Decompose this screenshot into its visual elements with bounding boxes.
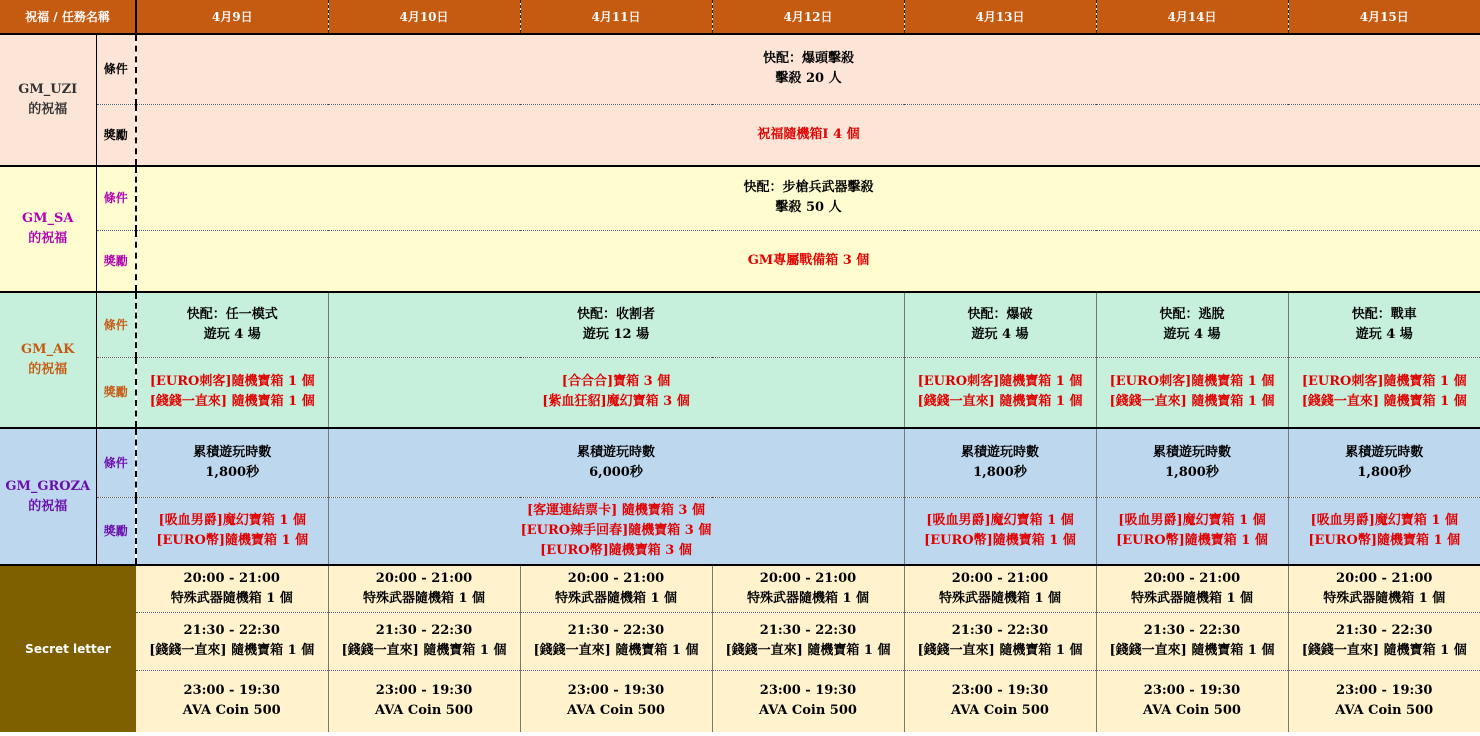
groza-cond-line1: 累積遊玩時數 <box>193 444 272 460</box>
secret-slot-row-2 <box>0 612 1480 670</box>
slot-time: 21:30 - 22:30 <box>375 623 473 638</box>
ak-reward-cell <box>1288 357 1480 428</box>
secret-slot-cell <box>904 565 1096 612</box>
slot-item: [錢錢一直來] 隨機寶箱 1 個 <box>917 643 1083 658</box>
ak-condition-cell <box>1096 292 1288 357</box>
slot-item: 特殊武器隨機箱 1 個 <box>362 590 486 606</box>
uzi-name-line2: 的祝福 <box>28 102 68 117</box>
uzi-condition-line2: 擊殺 20 人 <box>775 71 842 87</box>
groza-cond-line1: 累積遊玩時數 <box>960 444 1039 460</box>
secret-slot-cell <box>1288 670 1480 732</box>
secret-slot-cell <box>328 670 520 732</box>
groza-cond-line1: 累積遊玩時數 <box>1152 444 1231 460</box>
secret-slot-cell <box>904 670 1096 732</box>
slot-time: 23:00 - 19:30 <box>759 683 857 699</box>
slot-item: [錢錢一直來] 隨機寶箱 1 個 <box>1301 643 1467 658</box>
groza-cond-line1: 累積遊玩時數 <box>1345 444 1424 460</box>
header-date-3: 4月11日 <box>520 0 712 34</box>
ak-cond-line1: 快配：任一模式 <box>186 306 278 322</box>
groza-reward-line2: [EURO幣]隨機寶箱 1 個 <box>156 532 309 548</box>
slot-time: 20:00 - 21:00 <box>567 570 665 586</box>
groza-reward-line3: [EURO幣]隨機寶箱 3 個 <box>540 542 692 558</box>
slot-item: 特殊武器隨機箱 1 個 <box>170 590 293 606</box>
slot-item: AVA Coin 500 <box>375 703 473 719</box>
sa-condition-line1: 快配：步槍兵武器擊殺 <box>743 180 874 196</box>
ak-condition-row <box>0 292 1480 357</box>
ak-cond-line1: 快配：收割者 <box>576 306 655 322</box>
sa-condition <box>136 166 1480 230</box>
groza-reward-cell <box>1096 497 1288 565</box>
uzi-reward-label: 獎勵 <box>96 104 136 166</box>
slot-item: [錢錢一直來] 隨機寶箱 1 個 <box>533 643 699 658</box>
groza-reward-line2: [EURO幣]隨機寶箱 1 個 <box>924 532 1076 548</box>
ak-reward-line2: [錢錢一直來] 隨機寶箱 1 個 <box>917 394 1083 410</box>
ak-reward-label: 獎勵 <box>96 357 136 428</box>
slot-time: 23:00 - 19:30 <box>1143 683 1241 699</box>
groza-condition-row <box>0 428 1480 497</box>
secret-slot-cell <box>712 670 904 732</box>
slot-time: 20:00 - 21:00 <box>1336 570 1433 586</box>
slot-time: 20:00 - 21:00 <box>183 570 280 586</box>
ak-reward-line2: [錢錢一直來] 隨機寶箱 1 個 <box>1109 394 1275 410</box>
ak-reward-line2: [錢錢一直來] 隨機寶箱 1 個 <box>1301 394 1467 410</box>
header-date-7: 4月15日 <box>1288 0 1480 34</box>
secret-slot-cell <box>1096 612 1288 670</box>
ak-reward-cell <box>1096 357 1288 428</box>
slot-item: 特殊武器隨機箱 1 個 <box>938 590 1062 606</box>
slot-item: [錢錢一直來] 隨機寶箱 1 個 <box>725 643 891 658</box>
slot-item: 特殊武器隨機箱 1 個 <box>746 590 870 606</box>
secret-slot-cell <box>328 612 520 670</box>
groza-reward-line1: [吸血男爵]魔幻寶箱 1 個 <box>926 512 1074 528</box>
slot-item: AVA Coin 500 <box>567 703 665 719</box>
secret-slot-cell <box>136 670 328 732</box>
slot-time: 23:00 - 19:30 <box>183 683 280 699</box>
groza-group-name <box>0 428 96 565</box>
slot-item: AVA Coin 500 <box>759 703 857 719</box>
sa-condition-row <box>0 166 1480 230</box>
header-date-2: 4月10日 <box>328 0 520 34</box>
groza-reward-cell <box>328 497 904 565</box>
groza-reward-line2: [EURO幣]隨機寶箱 1 個 <box>1308 532 1461 548</box>
groza-cond-line2: 1,800秒 <box>1357 464 1412 480</box>
slot-time: 21:30 - 22:30 <box>1336 623 1433 638</box>
ak-name-line2: 的祝福 <box>28 362 68 377</box>
ak-condition-cell <box>1288 292 1480 357</box>
slot-item: 特殊武器隨機箱 1 個 <box>1323 590 1446 606</box>
secret-slot-cell <box>520 670 712 732</box>
uzi-condition <box>136 34 1480 104</box>
sa-reward: GM專屬戰備箱 3 個 <box>136 230 1480 292</box>
slot-item: [錢錢一直來] 隨機寶箱 1 個 <box>341 643 507 658</box>
ak-condition-label: 條件 <box>96 292 136 357</box>
ak-reward-line2: [紫血狂貂]魔幻寶箱 3 個 <box>542 394 690 410</box>
groza-reward-cell <box>136 497 328 565</box>
ak-group-name <box>0 292 96 428</box>
uzi-condition-label: 條件 <box>96 34 136 104</box>
slot-item: AVA Coin 500 <box>1143 703 1241 719</box>
slot-item: 特殊武器隨機箱 1 個 <box>1130 590 1254 606</box>
slot-item: AVA Coin 500 <box>1335 703 1434 719</box>
slot-time: 23:00 - 19:30 <box>1336 683 1433 699</box>
sa-reward-label: 獎勵 <box>96 230 136 292</box>
ak-condition-cell <box>136 292 328 357</box>
sa-condition-line2: 擊殺 50 人 <box>775 200 842 216</box>
header-row <box>0 0 1480 34</box>
ak-cond-line1: 快配：爆破 <box>967 306 1033 322</box>
ak-reward-line2: [錢錢一直來] 隨機寶箱 1 個 <box>149 394 315 410</box>
ak-name-line1: GM_AK <box>21 342 75 357</box>
secret-slot-cell <box>1288 565 1480 612</box>
sa-group-name <box>0 166 96 292</box>
sa-name-line2: 的祝福 <box>28 231 68 246</box>
header-date-1: 4月9日 <box>136 0 328 34</box>
ak-reward-line1: [EURO刺客]隨機寶箱 1 個 <box>1301 374 1467 390</box>
secret-slot-cell <box>712 612 904 670</box>
groza-cond-line2: 1,800秒 <box>1165 464 1219 480</box>
sa-reward-row <box>0 230 1480 292</box>
uzi-reward: 祝福隨機箱I 4 個 <box>136 104 1480 166</box>
groza-reward-cell <box>1288 497 1480 565</box>
secret-letter-label: Secret letter <box>0 565 136 732</box>
secret-slot-cell <box>904 612 1096 670</box>
sa-name-line1: GM_SA <box>22 211 74 226</box>
groza-reward-line1: [客運連結票卡] 隨機寶箱 3 個 <box>527 502 705 518</box>
secret-slot-cell <box>328 565 520 612</box>
slot-time: 20:00 - 21:00 <box>759 570 857 586</box>
secret-slot-cell <box>520 565 712 612</box>
secret-slot-cell <box>712 565 904 612</box>
groza-name-line2: 的祝福 <box>28 498 68 514</box>
ak-reward-cell <box>328 357 904 428</box>
ak-cond-line2: 遊玩 12 場 <box>582 326 650 342</box>
ak-reward-line1: [EURO刺客]隨機寶箱 1 個 <box>917 374 1083 390</box>
ak-condition-cell <box>328 292 904 357</box>
slot-time: 23:00 - 19:30 <box>951 683 1049 699</box>
ak-cond-line1: 快配：戰車 <box>1351 306 1417 322</box>
slot-time: 20:00 - 21:00 <box>375 570 473 586</box>
slot-time: 21:30 - 22:30 <box>183 623 280 638</box>
groza-reward-line1: [吸血男爵]魔幻寶箱 1 個 <box>1118 512 1266 528</box>
slot-time: 20:00 - 21:00 <box>951 570 1049 586</box>
groza-reward-line1: [吸血男爵]魔幻寶箱 1 個 <box>1310 512 1458 528</box>
ak-cond-line2: 遊玩 4 場 <box>971 326 1029 342</box>
groza-condition-cell <box>328 428 904 497</box>
groza-cond-line2: 6,000秒 <box>589 464 643 480</box>
ak-reward-cell <box>904 357 1096 428</box>
uzi-name-line1: GM_UZI <box>18 82 78 97</box>
ak-condition-cell <box>904 292 1096 357</box>
ak-reward-line1: [EURO刺客]隨機寶箱 1 個 <box>1109 374 1275 390</box>
groza-reward-label: 獎勵 <box>96 497 136 565</box>
groza-condition-cell <box>904 428 1096 497</box>
slot-item: 特殊武器隨機箱 1 個 <box>554 590 678 606</box>
groza-reward-line2: [EURO幣]隨機寶箱 1 個 <box>1116 532 1268 548</box>
uzi-condition-line1: 快配：爆頭擊殺 <box>762 51 854 67</box>
groza-cond-line2: 1,800秒 <box>973 464 1027 480</box>
uzi-condition-row <box>0 34 1480 104</box>
ak-cond-line2: 遊玩 4 場 <box>1163 326 1221 342</box>
ak-reward-line1: [EURO刺客]隨機寶箱 1 個 <box>149 374 315 390</box>
groza-condition-label: 條件 <box>96 428 136 497</box>
header-date-4: 4月12日 <box>712 0 904 34</box>
slot-time: 21:30 - 22:30 <box>1143 623 1241 638</box>
groza-condition-cell <box>136 428 328 497</box>
slot-item: AVA Coin 500 <box>951 703 1049 719</box>
header-date-6: 4月14日 <box>1096 0 1288 34</box>
slot-time: 21:30 - 22:30 <box>951 623 1049 638</box>
slot-time: 23:00 - 19:30 <box>567 683 665 699</box>
secret-slot-cell <box>136 565 328 612</box>
slot-item: [錢錢一直來] 隨機寶箱 1 個 <box>149 643 315 658</box>
secret-slot-cell <box>1288 612 1480 670</box>
slot-time: 21:30 - 22:30 <box>567 623 665 638</box>
secret-slot-row-1 <box>0 565 1480 612</box>
groza-reward-row <box>0 497 1480 565</box>
groza-reward-line1: [吸血男爵]魔幻寶箱 1 個 <box>158 512 306 528</box>
slot-item: AVA Coin 500 <box>182 703 281 719</box>
ak-cond-line1: 快配：逃脫 <box>1159 306 1225 322</box>
ak-cond-line2: 遊玩 4 場 <box>203 326 261 342</box>
groza-reward-cell <box>904 497 1096 565</box>
secret-slot-cell <box>520 612 712 670</box>
secret-slot-cell <box>136 612 328 670</box>
secret-slot-cell <box>1096 670 1288 732</box>
ak-cond-line2: 遊玩 4 場 <box>1355 326 1413 342</box>
slot-time: 21:30 - 22:30 <box>759 623 857 638</box>
groza-cond-line2: 1,800秒 <box>205 464 260 480</box>
secret-slot-row-3 <box>0 670 1480 732</box>
uzi-reward-row <box>0 104 1480 166</box>
groza-condition-cell <box>1288 428 1480 497</box>
slot-time: 23:00 - 19:30 <box>375 683 473 699</box>
ak-reward-cell <box>136 357 328 428</box>
secret-slot-cell <box>1096 565 1288 612</box>
header-corner: 祝福 / 任務名稱 <box>0 0 136 34</box>
groza-reward-line2: [EURO辣手回春]隨機寶箱 3 個 <box>520 522 712 538</box>
slot-time: 20:00 - 21:00 <box>1143 570 1241 586</box>
ak-reward-row <box>0 357 1480 428</box>
groza-name-line1: GM_GROZA <box>5 478 91 494</box>
slot-item: [錢錢一直來] 隨機寶箱 1 個 <box>1109 643 1275 658</box>
uzi-group-name <box>0 34 96 166</box>
ak-reward-line1: [合合合]寶箱 3 個 <box>561 374 671 390</box>
sa-condition-label: 條件 <box>96 166 136 230</box>
groza-cond-line1: 累積遊玩時數 <box>576 444 655 460</box>
groza-condition-cell <box>1096 428 1288 497</box>
header-date-5: 4月13日 <box>904 0 1096 34</box>
